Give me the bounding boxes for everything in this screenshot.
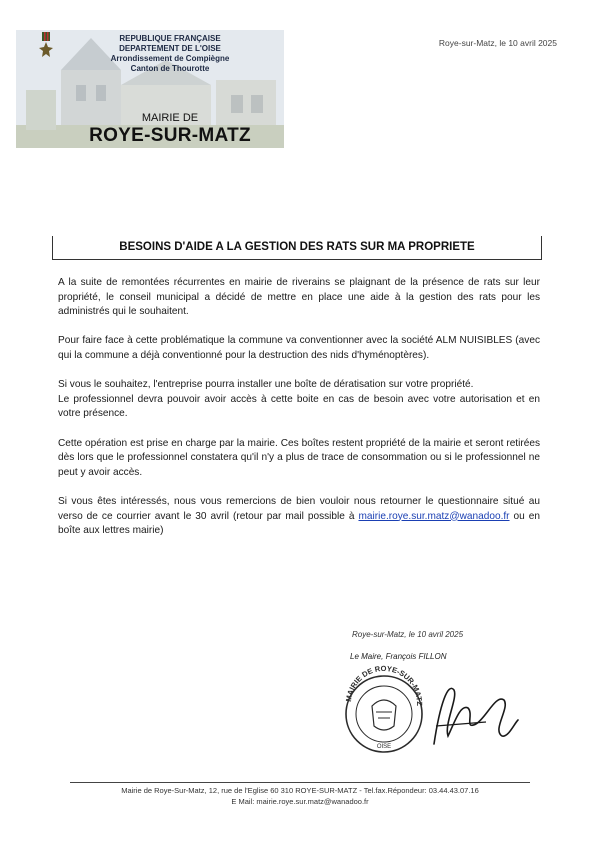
mairie-stamp-icon [344, 664, 424, 752]
letterhead [16, 30, 284, 148]
letterhead-line: REPUBLIQUE FRANÇAISE [119, 34, 221, 43]
paragraph: Le professionnel devra pouvoir avoir accès à cette boite en cas de besoin avec votre autorisation et en votre présence. [58, 393, 540, 420]
stamp-sub-text: OISE [376, 744, 392, 750]
stamp-text: MAIRIE DE ROYE-SUR-MATZ [344, 664, 425, 706]
letterhead-administrative-lines [16, 34, 284, 74]
letterhead-line: Arrondissement de Compiègne [110, 54, 230, 63]
footer-address: Mairie de Roye-Sur-Matz, 12, rue de l'Eglise 60 310 ROYE-SUR-MATZ - Tel.fax.Répondeur: 03.44.43.07.16 [121, 786, 479, 795]
footer-email: E Mail: mairie.roye.sur.matz@wanadoo.fr [231, 797, 369, 806]
paragraph-text: Si vous êtes intéressés, nous vous remercions de bien vouloir nous retourner le questionnaire situé au verso de ce courrier avant le 30 avril (retour par mail possible à [58, 495, 540, 522]
email-link[interactable]: mairie.roye.sur.matz@wanadoo.fr [358, 510, 510, 522]
letter-body [58, 276, 540, 553]
letterhead-line: DEPARTEMENT DE L'OISE [119, 44, 221, 53]
paragraph-text: ou en boîte aux lettres mairie) [58, 510, 540, 537]
mairie-stamp-and-signature [336, 664, 526, 764]
paragraph: A la suite de remontées récurrentes en mairie de riverains se plaignant de la présence de rats sur leur propriété, le conseil municipal a décidé de mettre en place une aide à la gestion des rats pour les administrés qui le souhaitent. [58, 277, 540, 318]
signer-name: Le Maire, François FILLON [350, 652, 447, 661]
paragraph: Cette opération est prise en charge par la mairie. Ces boîtes restent propriété de la mairie et seront retirées dès lors que le professionnel constatera qu'il n'y a plus de trace de consommation ou si le professionnel ne peut y avoir accès. [58, 437, 540, 478]
handwritten-signature [434, 688, 518, 744]
letterhead-line: Canton de Thourotte [130, 64, 210, 73]
mairie-label: MAIRIE DE [141, 112, 199, 124]
letter-title: BESOINS D'AIDE A LA GESTION DES RATS SUR MA PROPRIETE [52, 236, 542, 260]
page-footer [70, 782, 530, 807]
letter-date: Roye-sur-Matz, le 10 avril 2025 [438, 38, 557, 48]
paragraph: Si vous le souhaitez, l'entreprise pourra installer une boîte de dératisation sur votre propriété. [58, 379, 474, 391]
town-name: ROYE-SUR-MATZ [89, 125, 251, 146]
paragraph-contact [58, 495, 540, 539]
signature-date: Roye-sur-Matz, le 10 avril 2025 [352, 630, 464, 639]
paragraph: Pour faire face à cette problématique la commune va conventionner avec la société ALM NUISIBLES (avec qui la commune a déjà conventionné pour la destruction des nids d'hyménoptères). [58, 335, 540, 361]
